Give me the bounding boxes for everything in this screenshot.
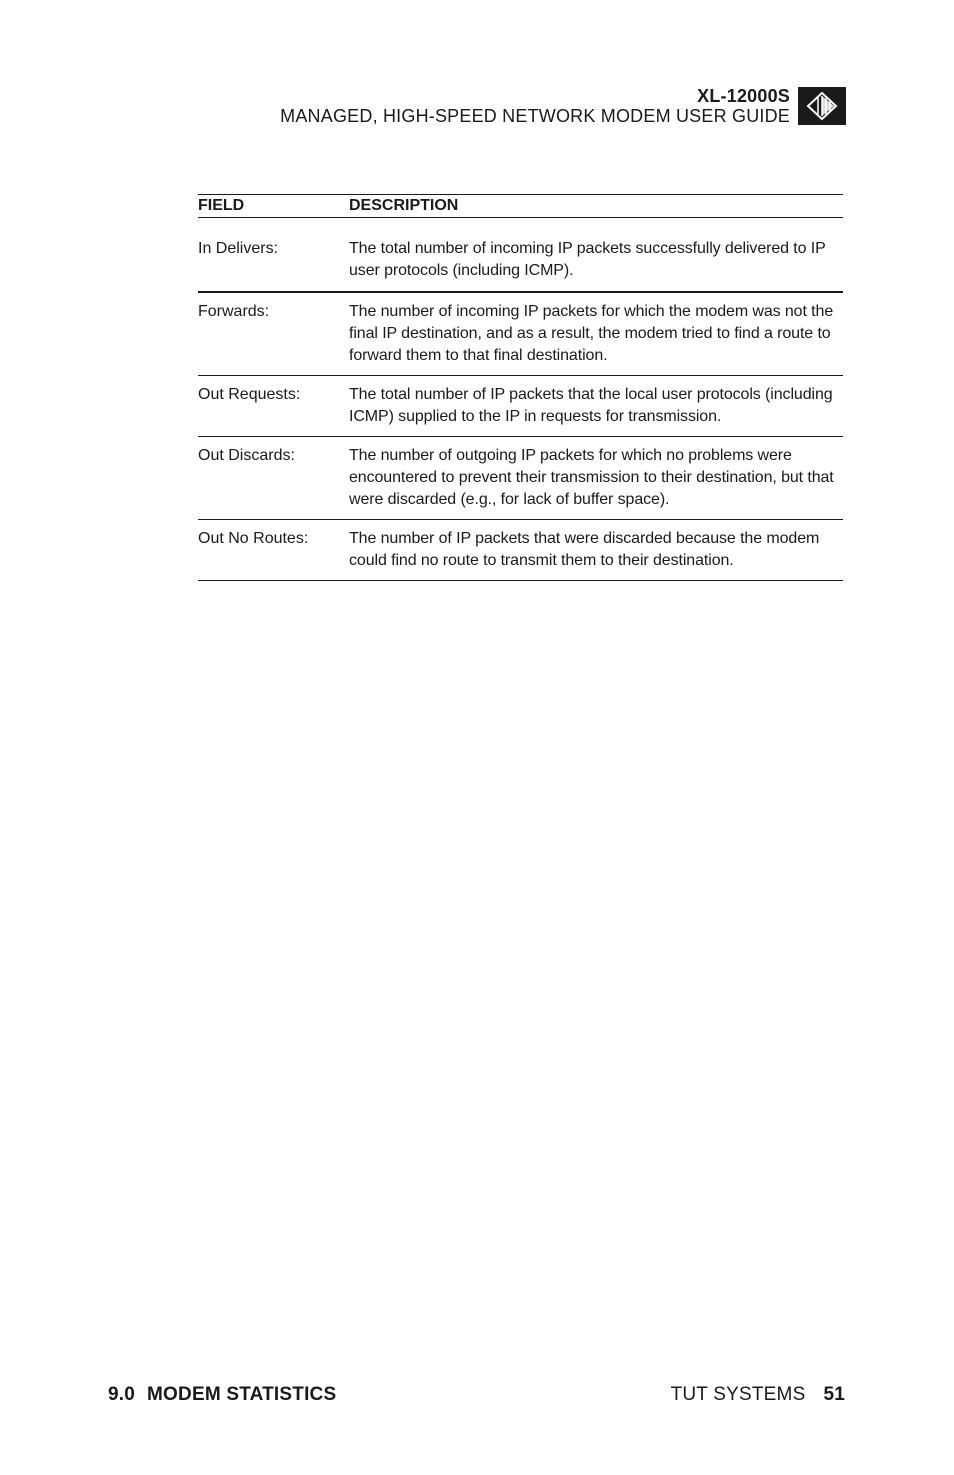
- footer-section: [108, 1384, 336, 1406]
- guide-title: MANAGED, HIGH-SPEED NETWORK MODEM USER GUIDE: [280, 106, 790, 126]
- field-description: The total number of IP packets that the local user protocols (including ICMP) supplied to the IP in requests for transmission.: [349, 386, 833, 425]
- field-description: The number of IP packets that were discarded because the modem could find no route to transmit them to their destination.: [349, 530, 820, 569]
- field-name: Out Discards:: [198, 447, 295, 464]
- column-header-description: DESCRIPTION: [349, 197, 459, 214]
- product-model: XL-12000S: [697, 86, 790, 106]
- column-header-field: FIELD: [198, 197, 245, 214]
- tut-systems-logo-icon: [798, 87, 846, 125]
- ip-statistics-table: [198, 194, 843, 581]
- field-description: The number of outgoing IP packets for which no problems were encountered to prevent their transmission to their destination, but that were discarded (e.g., for lack of buffer space).: [349, 447, 834, 508]
- field-name: Out Requests:: [198, 386, 301, 403]
- page-number: 51: [823, 1384, 845, 1405]
- table-row: [198, 293, 843, 376]
- field-name: Forwards:: [198, 303, 270, 320]
- field-name: Out No Routes:: [198, 530, 309, 547]
- table-header-row: [198, 194, 843, 218]
- table-row: [198, 437, 843, 520]
- page-header: [280, 86, 790, 126]
- table-row: [198, 520, 843, 581]
- footer-company: [671, 1384, 845, 1406]
- section-number: 9.0: [108, 1384, 136, 1405]
- company-name: TUT SYSTEMS: [670, 1384, 806, 1405]
- table-row: [198, 376, 843, 437]
- field-description: The number of incoming IP packets for which the modem was not the final IP destination, and as a result, the modem tried to find a route to forward them to that final destination.: [349, 303, 834, 364]
- table-row: [198, 218, 843, 293]
- field-name: In Delivers:: [198, 240, 279, 257]
- field-description: The total number of incoming IP packets successfully delivered to IP user protocols (including ICMP).: [349, 240, 826, 279]
- section-title: MODEM STATISTICS: [147, 1384, 337, 1405]
